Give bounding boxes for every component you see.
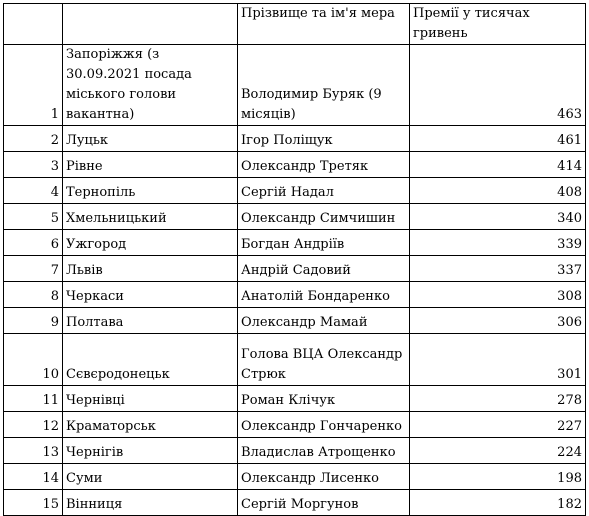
row-bonus: 308 [410, 282, 586, 308]
row-num: 1 [4, 45, 63, 126]
table-row [4, 490, 586, 516]
row-num: 6 [4, 230, 63, 256]
table-row [4, 204, 586, 230]
table-row [4, 256, 586, 282]
row-mayor: Олександр Третяк [238, 152, 410, 178]
row-city: Полтава [63, 308, 238, 334]
table-row [4, 152, 586, 178]
row-num: 14 [4, 464, 63, 490]
row-bonus: 337 [410, 256, 586, 282]
table-row [4, 178, 586, 204]
row-bonus: 340 [410, 204, 586, 230]
table-row [4, 308, 586, 334]
row-city: Ужгород [63, 230, 238, 256]
row-num: 11 [4, 386, 63, 412]
row-num: 15 [4, 490, 63, 516]
table-row [4, 464, 586, 490]
row-num: 8 [4, 282, 63, 308]
row-mayor: Володимир Буряк (9 місяців) [238, 45, 410, 126]
row-bonus: 224 [410, 438, 586, 464]
table-row [4, 282, 586, 308]
row-bonus: 306 [410, 308, 586, 334]
table-row [4, 386, 586, 412]
header-num [4, 4, 63, 45]
row-bonus: 461 [410, 126, 586, 152]
row-mayor: Олександр Гончаренко [238, 412, 410, 438]
table-row [4, 438, 586, 464]
row-city: Хмельницький [63, 204, 238, 230]
row-num: 13 [4, 438, 63, 464]
table-row [4, 45, 586, 126]
row-num: 4 [4, 178, 63, 204]
row-bonus: 339 [410, 230, 586, 256]
row-mayor: Ігор Поліщук [238, 126, 410, 152]
row-city: Краматорськ [63, 412, 238, 438]
row-mayor: Сергій Моргунов [238, 490, 410, 516]
row-mayor: Олександр Симчишин [238, 204, 410, 230]
row-mayor: Владислав Атрощенко [238, 438, 410, 464]
row-mayor: Анатолій Бондаренко [238, 282, 410, 308]
row-num: 9 [4, 308, 63, 334]
row-city: Рівне [63, 152, 238, 178]
row-city: Луцьк [63, 126, 238, 152]
header-mayor: Прізвище та ім'я мера [238, 4, 410, 45]
row-bonus: 408 [410, 178, 586, 204]
row-bonus: 301 [410, 334, 586, 386]
row-mayor: Роман Клічук [238, 386, 410, 412]
row-bonus: 278 [410, 386, 586, 412]
row-city: Суми [63, 464, 238, 490]
row-num: 10 [4, 334, 63, 386]
row-mayor: Олександр Мамай [238, 308, 410, 334]
row-num: 3 [4, 152, 63, 178]
row-num: 7 [4, 256, 63, 282]
row-city: Запоріжжя (з 30.09.2021 посада міського голови вакантна) [63, 45, 238, 126]
row-city: Вінниця [63, 490, 238, 516]
header-city [63, 4, 238, 45]
row-city: Сєвєродонецьк [63, 334, 238, 386]
row-city: Черкаси [63, 282, 238, 308]
table-row [4, 126, 586, 152]
table-row [4, 412, 586, 438]
row-num: 5 [4, 204, 63, 230]
row-mayor: Сергій Надал [238, 178, 410, 204]
row-city: Львів [63, 256, 238, 282]
row-mayor: Богдан Андріїв [238, 230, 410, 256]
table-row [4, 334, 586, 386]
row-bonus: 414 [410, 152, 586, 178]
mayors-bonus-table [3, 3, 586, 516]
row-city: Чернівці [63, 386, 238, 412]
row-bonus: 227 [410, 412, 586, 438]
table-header-row [4, 4, 586, 45]
header-bonus: Премії у тисячах гривень [410, 4, 586, 45]
table-row [4, 230, 586, 256]
row-bonus: 463 [410, 45, 586, 126]
row-city: Чернігів [63, 438, 238, 464]
row-city: Тернопіль [63, 178, 238, 204]
row-mayor: Голова ВЦА Олександр Стрюк [238, 334, 410, 386]
row-num: 2 [4, 126, 63, 152]
row-bonus: 182 [410, 490, 586, 516]
row-num: 12 [4, 412, 63, 438]
row-mayor: Олександр Лисенко [238, 464, 410, 490]
row-mayor: Андрій Садовий [238, 256, 410, 282]
row-bonus: 198 [410, 464, 586, 490]
